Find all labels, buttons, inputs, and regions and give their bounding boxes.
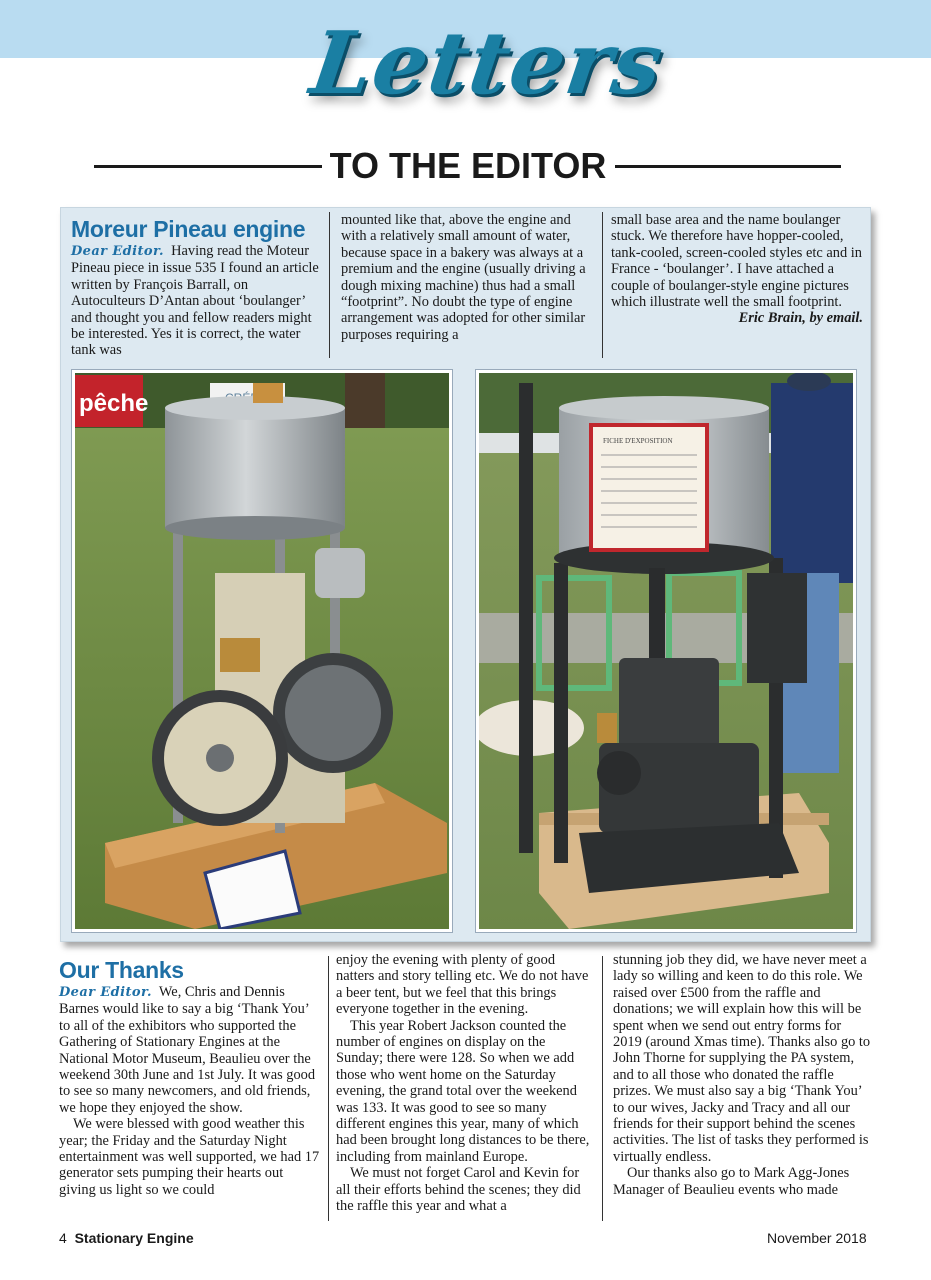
letter2-salutation: Dear Editor.: [59, 985, 152, 1000]
letter1-col2-body: mounted like that, above the engine and with a relatively small amount of water, because space in a bakery was always at a premium and the engine (usually driving a dough mixing machine) thus had a small “footprint”. No doubt the type of engine arrangement was adopted for other similar purposes requiring a: [341, 212, 586, 343]
column-divider: [602, 956, 603, 1221]
letter2-col3: [613, 952, 873, 1198]
letter2-col1: [59, 957, 322, 1198]
letter2-col3-p2: Our thanks also go to Mark Agg-Jones Manager of Beaulieu events who made: [613, 1165, 850, 1198]
letter1-col2: [341, 212, 593, 343]
footer-left: [59, 1229, 194, 1247]
column-divider: [602, 212, 603, 358]
letter1-heading: Moreur Pineau engine: [71, 216, 306, 242]
letters-logo: [304, 13, 670, 124]
letter1-signature: Eric Brain, by email.: [738, 310, 863, 327]
engine-photo-right-graphic: [479, 373, 853, 929]
page-number: 4: [59, 1230, 67, 1246]
magazine-name: Stationary Engine: [74, 1230, 194, 1246]
letter2-col2: [336, 952, 594, 1215]
right-card-title: FICHE D'EXPOSITION: [603, 437, 673, 445]
letter2-heading: Our Thanks: [59, 957, 184, 983]
rule-left: [94, 165, 322, 168]
letter1-col1-body: Having read the Moteur Pineau piece in issue 535 I found an article written by François Barrall, on Autoculteurs D’Antan about ‘boulanger’ and thought you and fellow readers might be interested. Yes it is correct, the water tank was: [71, 243, 319, 359]
letter1-col3: [611, 212, 863, 327]
section-title: TO THE EDITOR: [329, 145, 607, 186]
letter2-col2-p3: We must not forget Carol and Kevin for all their efforts behind the scenes; they did the raffle this year and what a: [336, 1165, 581, 1215]
letter2-col1-p1: We, Chris and Dennis Barnes would like to say a big ‘Thank You’ to all of the exhibitors who supported the Gathering of Stationary Engines at the National Motor Museum, Beaulieu over the weekend 30th June and 1st July. It was good to see so many newcomers, and old friends, we hope they enjoyed the show.: [59, 984, 316, 1116]
engine-photo-right: [476, 370, 856, 932]
column-divider: [329, 212, 330, 358]
column-divider: [328, 956, 329, 1221]
letter1-salutation: Dear Editor.: [71, 244, 164, 259]
section-title-rule: [94, 144, 841, 188]
letter2-col2-p1: enjoy the evening with plenty of good natters and story telling etc. We do not have a beer tent, but we feel that this brings everyone together in the evening.: [336, 952, 589, 1018]
letter1-col1: [71, 216, 321, 359]
engine-photo-left: [72, 370, 452, 932]
letter1-col3-body: small base area and the name boulanger stuck. We therefore have hopper-cooled, tank-cooled, screen-cooled styles etc and in France - ‘boulanger’. I have attached a couple of boulanger-style engine pictures which illustrate well the small footprint.: [611, 212, 862, 311]
letters-logo-text: Letters: [304, 13, 670, 114]
issue-date: November 2018: [767, 1230, 867, 1246]
letter2-col2-p2: This year Robert Jackson counted the number of engines on display on the Sunday; there were 128. So when we add those who went home on the Saturday evening, the grand total over the weekend was 133. It was good to see so many different engines this year, many of which had been brought long distances to be there, including from mainland Europe.: [336, 1017, 590, 1165]
letter2-col3-p1: stunning job they did, we have never meet a lady so willing and keen to do this role. We raised over £500 from the raffle and donations; we will explain how this will be spent when we send out entry forms for 2019 (around Xmas time). Thanks also go to John Thorne for supplying the PA system, and to all those who donated the raffle prizes. We must also say a big ‘Thank You’ to our wives, Jacky and Tracy and all our friends for their support behind the scenes activities. The list of tasks they performed is virtually endless.: [613, 952, 871, 1165]
rule-right: [615, 165, 841, 168]
letter2-col1-p2: We were blessed with good weather this year; the Friday and the Saturday Night entertainment was well supported, we had 17 generator sets pumping their hearts out giving us light so we could: [59, 1116, 320, 1198]
engine-photo-left-graphic: [75, 373, 449, 929]
left-sign-text: pêche: [79, 390, 149, 417]
